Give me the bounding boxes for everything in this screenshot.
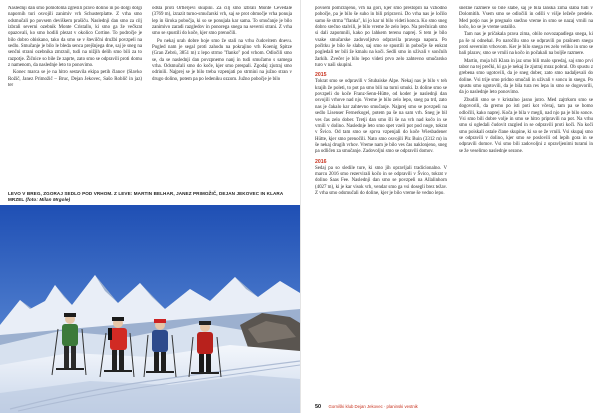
- right-column-2: [459, 6, 593, 394]
- footer-text: Gorniški klub Dejan Jekovec · planinski vestnik: [328, 404, 418, 409]
- paragraph: Tokrat smo se odpravili v Stubaiske Alpe. Nekaj nas je bilo v teh krajih že poleti, to pot pa smo bili na turni smuki. Iz doline smo se povzpeli do koče Franz-Senn-Hütte, od koder je naslednji dan osvojili vrhove nad njo. Vreme je bilo zelo lepo, sneg pa trd, zato nas je čakalo kar zahtevno smučanje. Najprej smo se povzpeli na sedlo Lisenser Fernerkogel, potem pa še na sam vrh. Sneg je bil ves čas zelo dober. Tretji dan smo šli še na vrh nad kočo in se vrnili v dolino. Naslednje leto smo spet vzeli pot pod noge, tokrat v Švico. Od tam smo se sprva vzpenjali do koče Wiesbadener Hütte, kjer smo prenočili. Nato smo osvojili Piz Buin (3312 m) in še nekaj drugih vrhov. Vreme nam je bilo ves čas naklonjeno, sneg pa odličen za smučanje. Zadovoljni smo se odpravili domov.: [315, 79, 447, 155]
- photo-caption: [8, 191, 294, 202]
- paragraph: odšla proti Ortlerjevi skupini. Za cilj smo izbrali Monte Cevedale (3769 m), izrazit turno-smučarski vrh, saj se prot območje vrha ponuja lep in široka pobočja, ki so se ponujala kar sama. To smučanje je bilo zanimivo zaradi razgledov in ponorega snega na severni strani. Z vrha smo se spustili do koče, kjer smo prenočili.: [152, 6, 292, 37]
- paragraph: Martin, moja hči Klara in jaz smo bili malo spredaj, saj smo prvi tabor na tej prečki, ki ga je nekaj že zjutraj mraz pobral. Ob spustu z grebena smo ugotovili, da je sneg dober, zato smo nadaljevali do doline. Vsi trije smo pridno smučali in uživali v soncu in snegu. Po spustu smo ugotovili, da je bila tura res lepa in smo se dogovorili, da jo naslednje leto ponovimo.: [459, 58, 593, 96]
- paragraph: snežne razmere so bile slabe, saj je bila lanska zima slaba tudi v Dolomitih. Vsem smo se odločili in odšli v višje ležeče predele. Med potjo nas je pregnalo snežno vreme in smo se nazaj vrnili na kočo, ko se je vreme ustalilo.: [459, 6, 593, 31]
- photo-credit: (foto: Milan Mrgole): [25, 196, 71, 202]
- caption-text: LEVO V BREG, ZGORAJ SEDLO POD VRHOM. Z LEVE: MARTIN BELHAR, JANEZ PRIMOŽIČ, DEJAN JEKOVEC IN KLARA MRZEL: [8, 191, 284, 202]
- right-column-1: [315, 6, 447, 394]
- paragraph: Tam nas je pričakala prava zima, obilo novozapadlega snega, ki pa še ni odnehal. Po naročilu smo se odpravili po prašnem snegu proti severnim vrhovom. Ker je bilo snega res zelo veliko in smo se bali plazov, smo se vrnili na kočo in počakali na boljše razmere.: [459, 32, 593, 57]
- right-page: [300, 0, 600, 413]
- paragraph: povsem pomrznjeno, vrh na gori, kjer smo prestopili na vzhodno pobočje, pa je bilo še suho in bili pripravni. Do vrha nas je ločilo samo še strma "flanka", ki jo kar ni bilo videti konca. Ko smo sneg dobro srečno stalvili, je bilo vreme že zelo lepo. Na prečnicah smo si dali zapomnili, kako po lahkem terenu naprej. S tem je bilo vsake smučarske zadovoljstvo odpravila pravega napora. Po počitku je bilo še slabo, saj smo se spustili in pobočje še enkrat pogledali ter bili že kmalu na koči. Sedli smo in uživali v sončnih žarkih. Zvečer je bilo lepo videti prvo zelo zahtevno smučarsko turo v naši skupini.: [315, 6, 447, 69]
- page-footer: [315, 404, 418, 410]
- left-column-2: [152, 6, 292, 138]
- left-column-1: [8, 6, 142, 192]
- section-heading: 2016: [315, 158, 327, 165]
- paragraph: Konec marca se je na hitro sestavila ekipa petih članov (Slavko Rožič, Janez Primožič – Bruc, Dejan Jekovec, Sašo Roblič in jaz) ter: [8, 70, 142, 89]
- photo-skiers-mountain: [0, 205, 300, 413]
- paragraph: Zbudili smo se v kristalno jasno jutro. Med zajtrkom smo se dogovorili, da gremo po isti poti kot včeraj, tam pa se bomo odločili, kako naprej. Koča je bila v megli, nad njo pa je bilo sonce. Vsi smo bili dobre volje in smo se hitro pripravili na pot. Na vrhu smo si ogledali čudovit razgled in se odpravili proti koči. Na koči smo poiskali ostale člane skupine, ki so se že vrnili. Vsi skupaj smo se odpravili v dolino, kjer smo se poslovili od lepih gora in se odpravili domov. Vsi smo bili zadovoljni z opravljenimi turami in se že veselimo naslednje sezone.: [459, 97, 593, 154]
- page-number: 50: [315, 404, 322, 410]
- section-heading: 2015: [315, 72, 327, 79]
- paragraph: Sedaj pa so sledile ture, ki smo jih opravljali tradicionalno. V marcu 2016 smo rezervirali kočo in se odpravili v Švico, tokrat v dolino Saas Fee. Naslednji dan smo se povzpeli na Allalinhorn (4027 m), ki je kar visok vrh, vendar smo ga vsi dosegli brez težav. Z vrha smo odsmučali do doline, kjer je bilo vreme še vedno lepo.: [315, 165, 447, 196]
- paragraph: Naslednji dan smo pomotoma zgrešili pravo dolino in po dolgi dolgi napornih turi osvojili zanimiv vrh Schusterplatte. Z vrha smo odsmučali po povsem deviškem prašiču. Naslednji dan smo za cilj izbrali severni ozebnik Monte Cristallo, ki smo ga že večkrat opazovali, ko smo hodili plezat v okolico Cortine. To področje je bilo dobro obiskano, tako da smo se v številčni družbi povzpeli na sedlo. Smučanje je bilo le bleda senca prejšnjega dne, saj je sneg na senčni strani ozebnika zmrznil, tudi na nižjih delih smo bili za to razpotje. Žičnice so bile že zaprte, zato smo se odpravili proti domu z namenom, da naslednje leto to ponovimo.: [8, 6, 142, 69]
- paragraph: Po nekaj urah dobre hoje smo že stali na vrhu čudovitem dnevu. Pogled nam je segal proti zahodu na pokrajino vrh Koenig Spitze (Gran Zebrù, 3851 m) z lepo strmo "flanko" pod vrhom. Odločili smo se, da se naslednji dan povzpnemo nanj in tudi smučamo s samega vrha. Odsmučali smo do koče, kjer smo prespali. Zgodaj zjutraj smo odrinili. Najprej se je bilo treba vzpenjati po strmini na južno stran v drugo dolino, potem pa po ledeniku ozzom. Južno pobočje je bilo: [152, 38, 292, 82]
